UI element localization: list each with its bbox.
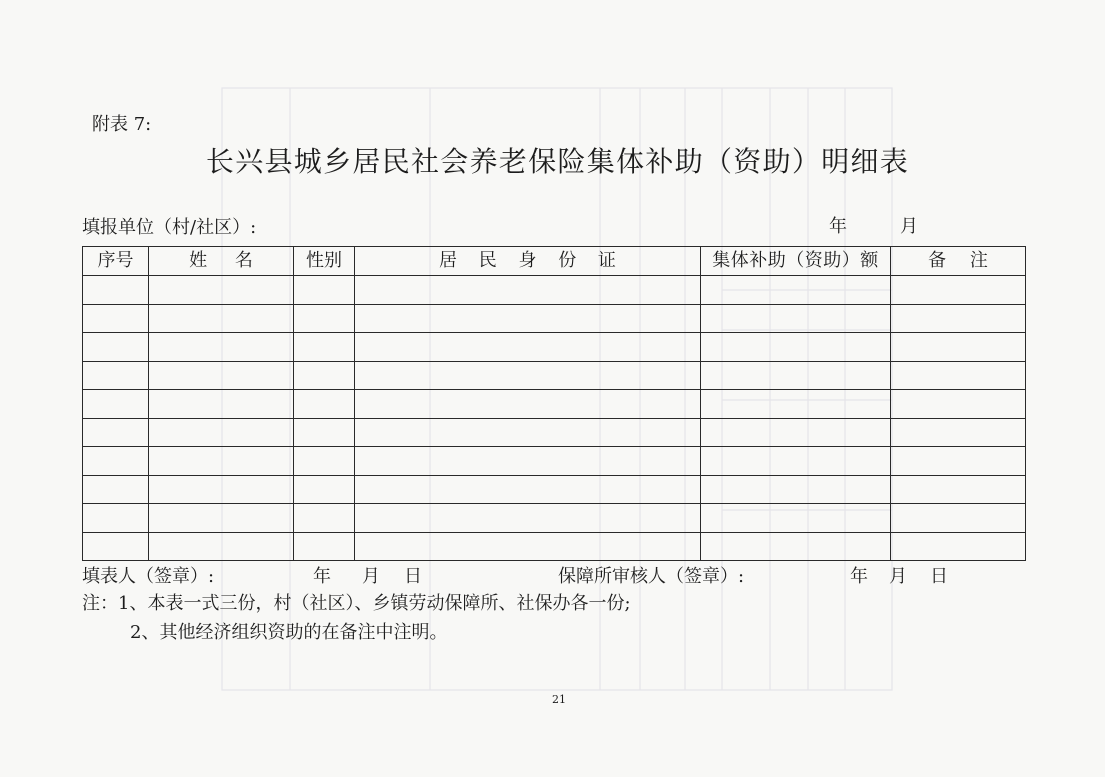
table-cell — [149, 304, 294, 333]
table-cell — [294, 504, 355, 533]
table-cell — [891, 475, 1026, 504]
table-row — [83, 333, 1026, 362]
table-cell — [701, 304, 891, 333]
table-cell — [891, 276, 1026, 305]
column-header-gender: 性别 — [294, 247, 355, 276]
table-cell — [701, 532, 891, 561]
table-cell — [355, 418, 701, 447]
table-row — [83, 361, 1026, 390]
table-row — [83, 390, 1026, 419]
table-cell — [701, 333, 891, 362]
column-header-remarks: 备 注 — [891, 247, 1026, 276]
subsidy-detail-table-wrapper — [82, 246, 1025, 561]
table-body — [83, 276, 1026, 561]
table-row — [83, 418, 1026, 447]
table-row — [83, 532, 1026, 561]
table-cell — [83, 418, 149, 447]
table-cell — [83, 361, 149, 390]
filler-year-label: 年 — [313, 566, 331, 587]
table-row — [83, 447, 1026, 476]
table-cell — [294, 304, 355, 333]
column-header-id-number: 居 民 身 份 证 — [355, 247, 701, 276]
column-header-subsidy-amount: 集体补助（资助）额 — [701, 247, 891, 276]
column-header-name: 姓 名 — [149, 247, 294, 276]
table-cell — [701, 390, 891, 419]
table-cell — [355, 532, 701, 561]
table-cell — [149, 504, 294, 533]
table-cell — [891, 504, 1026, 533]
table-cell — [701, 276, 891, 305]
table-cell — [294, 475, 355, 504]
filler-month-label: 月 — [362, 566, 380, 587]
table-cell — [294, 333, 355, 362]
table-cell — [149, 475, 294, 504]
column-header-serial: 序号 — [83, 247, 149, 276]
table-cell — [83, 390, 149, 419]
table-cell — [891, 333, 1026, 362]
table-cell — [83, 475, 149, 504]
table-cell — [294, 361, 355, 390]
table-header — [83, 247, 1026, 276]
table-header-row — [83, 247, 1026, 276]
table-cell — [149, 361, 294, 390]
table-row — [83, 504, 1026, 533]
table-cell — [891, 304, 1026, 333]
subsidy-detail-table — [82, 246, 1026, 561]
table-cell — [355, 390, 701, 419]
table-cell — [891, 532, 1026, 561]
filler-signature-label: 填表人（签章）: — [82, 566, 215, 587]
table-cell — [294, 532, 355, 561]
filler-day-label: 日 — [404, 566, 422, 587]
table-cell — [701, 447, 891, 476]
table-cell — [83, 504, 149, 533]
document-title: 长兴县城乡居民社会养老保险集体补助（资助）明细表 — [205, 145, 910, 178]
reporting-unit-label: 填报单位（村/社区）: — [82, 217, 257, 238]
reviewer-day-label: 日 — [930, 566, 948, 587]
table-cell — [149, 532, 294, 561]
table-row — [83, 475, 1026, 504]
table-cell — [294, 447, 355, 476]
reviewer-month-label: 月 — [889, 566, 907, 587]
reviewer-signature-label: 保障所审核人（签章）: — [558, 566, 745, 587]
table-cell — [355, 276, 701, 305]
table-cell — [149, 276, 294, 305]
reviewer-year-label: 年 — [850, 566, 868, 587]
table-cell — [294, 418, 355, 447]
table-cell — [891, 361, 1026, 390]
table-cell — [701, 418, 891, 447]
table-cell — [83, 447, 149, 476]
table-cell — [83, 532, 149, 561]
page-number: 21 — [552, 693, 566, 706]
table-cell — [355, 333, 701, 362]
table-cell — [355, 475, 701, 504]
table-cell — [891, 390, 1026, 419]
table-cell — [149, 333, 294, 362]
table-cell — [149, 418, 294, 447]
note-line-1: 注：1、本表一式三份，村（社区）、乡镇劳动保障所、社保办各一份; — [82, 593, 631, 614]
reporting-month-label: 月 — [900, 216, 918, 237]
table-cell — [149, 390, 294, 419]
table-cell — [701, 504, 891, 533]
table-cell — [83, 276, 149, 305]
attachment-label: 附表 7: — [92, 114, 152, 135]
table-row — [83, 276, 1026, 305]
table-cell — [294, 276, 355, 305]
table-row — [83, 304, 1026, 333]
table-cell — [83, 304, 149, 333]
table-cell — [355, 361, 701, 390]
note-line-2: 2、其他经济组织资助的在备注中注明。 — [130, 622, 448, 643]
table-cell — [891, 418, 1026, 447]
table-cell — [701, 475, 891, 504]
table-cell — [701, 361, 891, 390]
table-cell — [891, 447, 1026, 476]
reporting-year-label: 年 — [829, 216, 847, 237]
table-cell — [294, 390, 355, 419]
table-cell — [355, 447, 701, 476]
table-cell — [355, 304, 701, 333]
table-cell — [83, 333, 149, 362]
table-cell — [355, 504, 701, 533]
table-cell — [149, 447, 294, 476]
